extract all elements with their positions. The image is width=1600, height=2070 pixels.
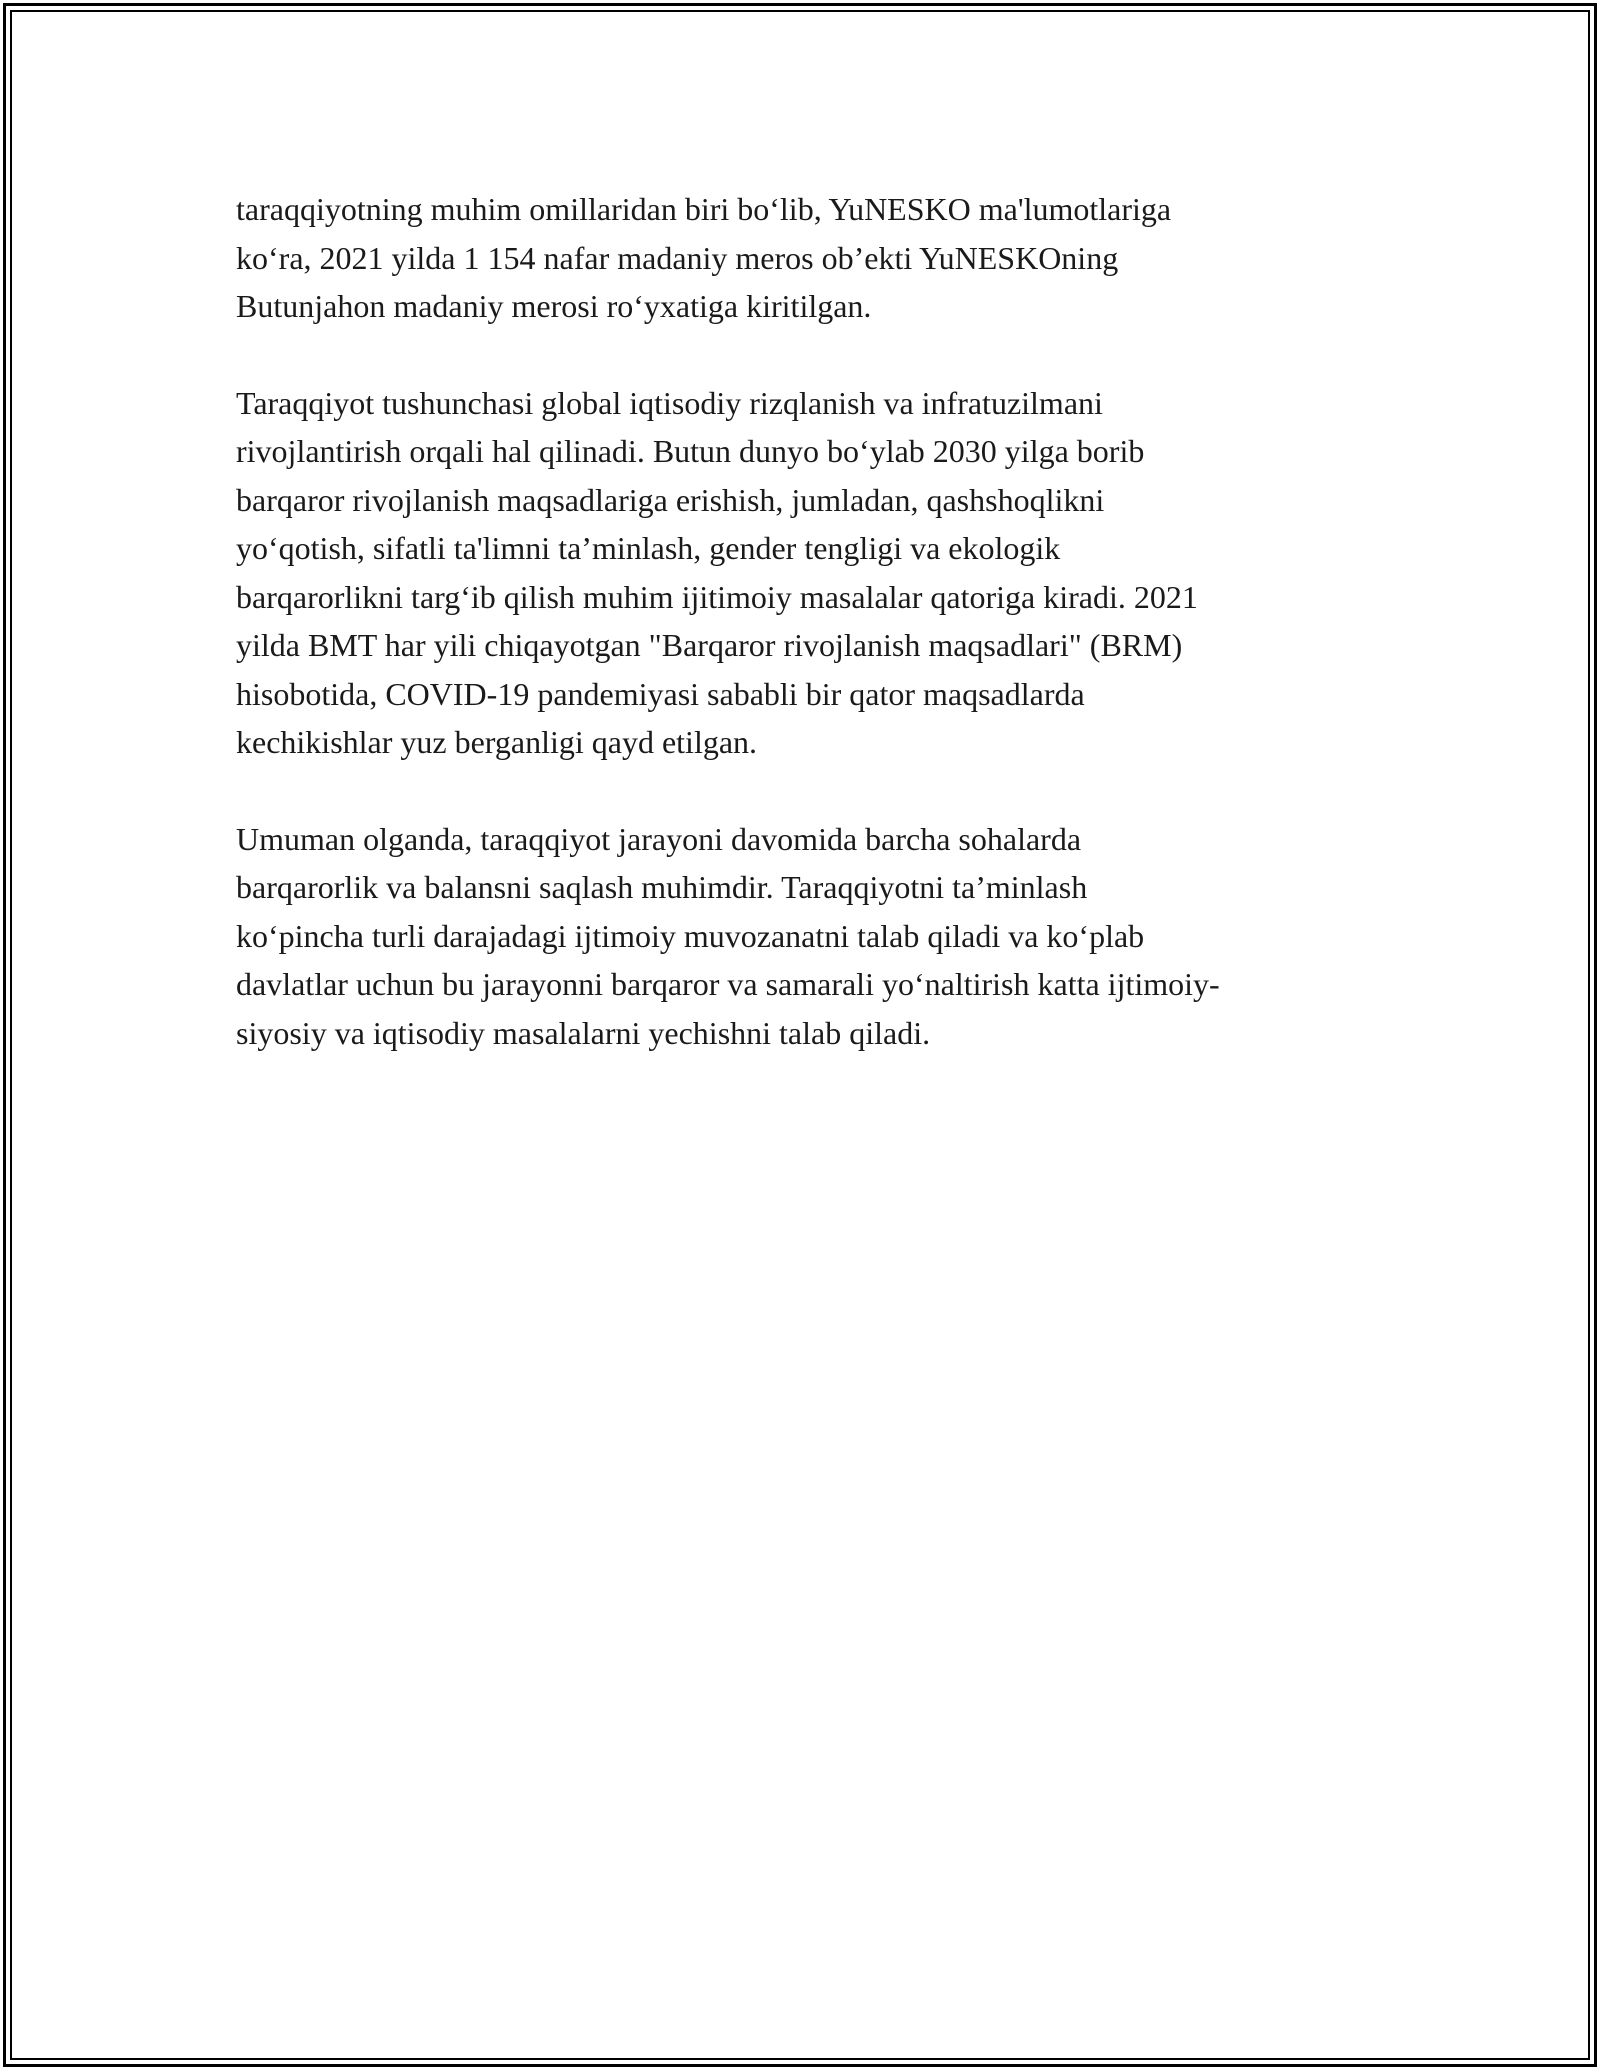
text-line: yo‘qotish, sifatli ta'limni ta’minlash, gender tengligi va ekologik	[236, 530, 1061, 566]
text-line: hisobotida, COVID-19 pandemiyasi sababli bir qator maqsadlarda	[236, 675, 1085, 712]
text-line: rivojlantirish orqali hal qilinadi. Butun dunyo bo‘ylab 2030 yilga borib	[236, 433, 1145, 469]
text-line: yilda BMT har yili chiqayotgan "Barqaror rivojlanish maqsadlari" (BRM)	[236, 627, 1183, 663]
text-line: barqaror rivojlanish maqsadlariga erishish, jumladan, qashshoqlikni	[236, 481, 1105, 518]
text-line: barqarorlikni targ‘ib qilish muhim ijitimoiy masalalar qatoriga kiradi. 2021	[236, 578, 1198, 615]
text-line: barqarorlik va balansni saqlash muhimdir. Taraqqiyotni ta’minlash	[236, 869, 1088, 905]
paragraph-2	[236, 379, 1376, 767]
text-line: Taraqqiyot tushunchasi global iqtisodiy rizqlanish va infratuzilmani	[236, 384, 1103, 421]
text-line: taraqqiyotning muhim omillaridan biri bo‘lib, YuNESKO ma'lumotlariga	[236, 191, 1172, 227]
document-body	[236, 185, 1376, 1105]
text-line: Butunjahon madaniy merosi ro‘yxatiga kiritilgan.	[236, 288, 872, 324]
text-line: kechikishlar yuz berganligi qayd etilgan.	[236, 724, 758, 760]
text-line: ko‘ra, 2021 yilda 1 154 nafar madaniy meros ob’ekti YuNESKOning	[236, 239, 1119, 276]
text-line: ko‘pincha turli darajadagi ijtimoiy muvozanatni talab qiladi va ko‘plab	[236, 917, 1145, 954]
text-line: siyosiy va iqtisodiy masalalarni yechishni talab qiladi.	[236, 1014, 931, 1051]
paragraph-1	[236, 185, 1376, 331]
text-line: davlatlar uchun bu jarayonni barqaror va samarali yo‘naltirish katta ijtimoiy-	[236, 966, 1220, 1002]
paragraph-3	[236, 815, 1376, 1058]
text-line: Umuman olganda, taraqqiyot jarayoni davomida barcha sohalarda	[236, 820, 1082, 857]
